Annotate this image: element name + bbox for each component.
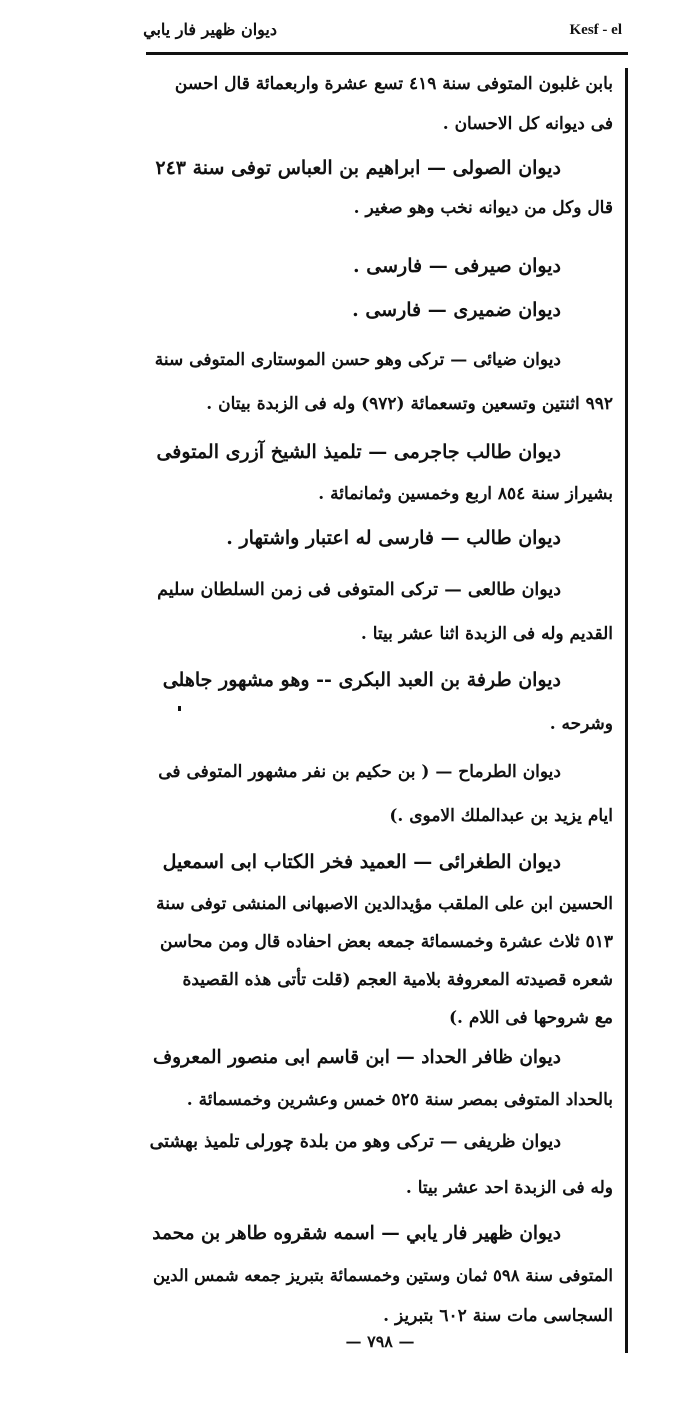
entry-line: ديوان ضميرى — فارسى . bbox=[352, 299, 561, 321]
entry-line: ديوان طالب — فارسى له اعتبار واشتهار . bbox=[226, 527, 561, 549]
entry-line: ديوان ظافر الحداد — ابن قاسم ابى منصور المعروف bbox=[152, 1047, 561, 1068]
text-line: المتوفى سنة ٥٩٨ ثمان وستين وخمسمائة بتبريز جمعه شمس الدين bbox=[153, 1266, 613, 1285]
text-line: بابن غلبون المتوفى سنة ٤١٩ تسع عشرة واربعمائة قال احسن bbox=[174, 74, 613, 94]
running-label: Kesf - el bbox=[569, 22, 622, 38]
text-line: بشيراز سنة ٨٥٤ اربع وخمسين وثمانمائة . bbox=[318, 484, 613, 504]
ink-mark bbox=[178, 706, 181, 711]
entry-line: ديوان الطغرائى — العميد فخر الكتاب ابى اسمعيل bbox=[162, 851, 561, 873]
text-line: فى ديوانه كل الاحسان . bbox=[442, 114, 613, 134]
text-line: ٥١٣ ثلاث عشرة وخمسمائة جمعه بعض احفاده قال ومن محاسن bbox=[160, 932, 613, 952]
text-line: ٩٩٢ اثنتين وتسعين وتسعمائة (٩٧٢) وله فى الزبدة بيتان . bbox=[206, 394, 613, 414]
header-rule bbox=[146, 52, 628, 55]
entry-line: ديوان طالعى — تركى المتوفى فى زمن السلطان سليم bbox=[157, 580, 561, 600]
entry-line: ديوان الطرماح — ( بن حكيم بن نفر مشهور المتوفى فى bbox=[158, 762, 561, 782]
running-header bbox=[143, 20, 622, 46]
text-line: وشرحه . bbox=[549, 714, 613, 734]
entry-line: ديوان ضيائى — تركى وهو حسن الموستارى المتوفى سنة bbox=[154, 350, 561, 370]
text-line: قال وكل من ديوانه نخب وهو صغير . bbox=[353, 198, 613, 218]
entry-line: ديوان صيرفى — فارسى . bbox=[353, 255, 561, 277]
text-line: بالحداد المتوفى بمصر سنة ٥٢٥ خمس وعشرين وخمسمائة . bbox=[186, 1090, 613, 1110]
text-line: القديم وله فى الزبدة اثنا عشر بيتا . bbox=[360, 624, 613, 644]
text-line: السجاسى مات سنة ٦٠٢ بتبريز . bbox=[383, 1306, 613, 1326]
entry-line: ديوان طرفة بن العبد البكرى -- وهو مشهور جاهلى bbox=[162, 669, 561, 691]
text-line: ايام يزيد بن عبدالملك الاموى .) bbox=[389, 806, 613, 826]
entry-line: ديوان ظريفى — تركى وهو من بلدة چورلى تلميذ بهشتى bbox=[149, 1132, 561, 1152]
text-line: وله فى الزبدة احد عشر بيتا . bbox=[405, 1178, 613, 1198]
text-line: شعره قصيدته المعروفة بلامية العجم (قلت تأتى هذه القصيدة bbox=[182, 970, 613, 990]
margin-rule bbox=[625, 68, 628, 1353]
text-line: مع شروحها فى اللام .) bbox=[448, 1008, 613, 1028]
entry-line: ديوان طالب جاجرمى — تلميذ الشيخ آزرى المتوفى bbox=[156, 441, 561, 463]
entry-line: ديوان ظهير فار يابي — اسمه شقروه طاهر بن محمد bbox=[152, 1223, 561, 1244]
entry-line: ديوان الصولى — ابراهيم بن العباس توفى سنة ٢٤٣ bbox=[155, 157, 561, 179]
running-title: ديوان ظهير فار يابي bbox=[143, 20, 277, 39]
page-number: — ٧٩٨ — bbox=[345, 1332, 415, 1351]
text-line: الحسين ابن على الملقب مؤيدالدين الاصبهانى المنشى توفى سنة bbox=[156, 894, 613, 914]
